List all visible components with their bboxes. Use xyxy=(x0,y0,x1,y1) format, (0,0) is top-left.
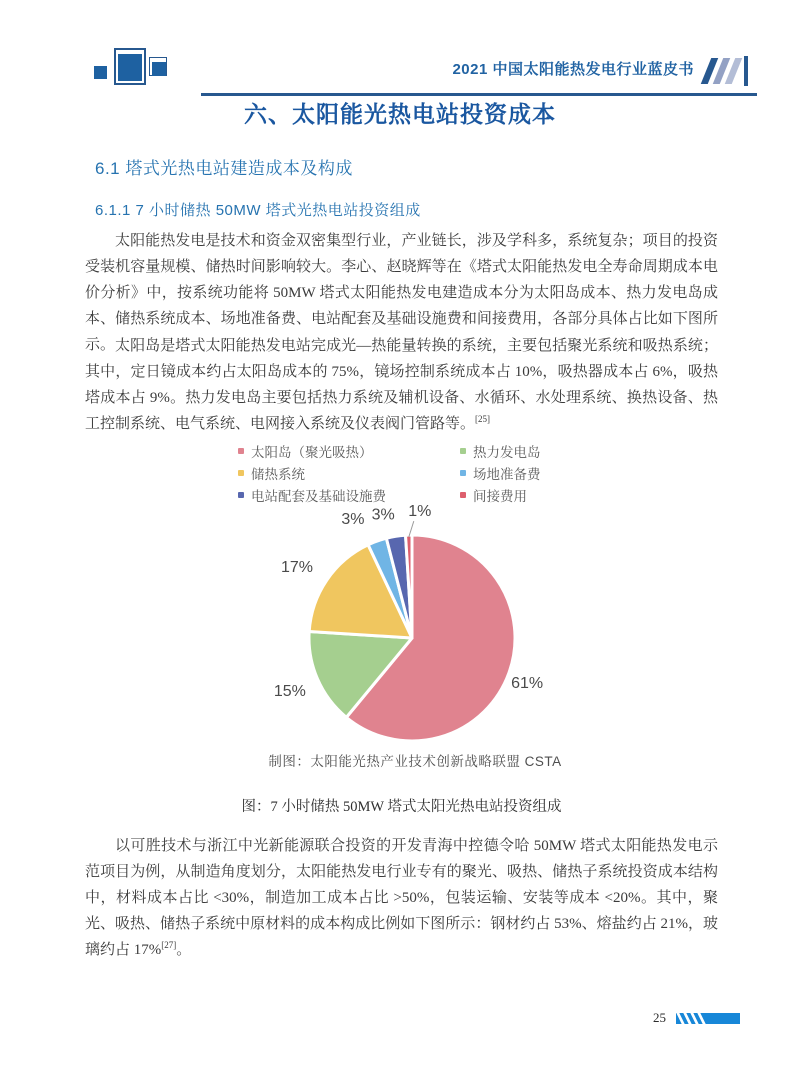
logo-small-right-square xyxy=(152,62,166,76)
paragraph-2 xyxy=(85,333,718,437)
legend-label: 电站配套及基础设施费 xyxy=(251,489,386,504)
header-slashes-icon xyxy=(704,56,754,88)
pie-chart xyxy=(212,495,612,785)
pie-slice-label: 17% xyxy=(280,559,314,577)
paragraph-2-text: 太阳岛是塔式太阳能热发电站完成光—热能量转换的系统，主要包括聚光系统和吸热系统；其中，定日镜成本约占太阳岛成本的 75%，镜场控制系统成本占 10%，吸热器成本占 6%，吸热塔成本占 9%。热力发电岛主要包括热力系统及辅机设备、水循环、水处理系统、换热设备、热工控制系统、电气系统、电网接入系统及仪表阀门管路等。 xyxy=(85,338,718,432)
pie-slice-label: 3% xyxy=(341,510,365,528)
legend-item xyxy=(460,465,658,481)
page-number: 25 xyxy=(653,1010,666,1025)
legend-bullet xyxy=(460,448,466,454)
legend-label: 场地准备费 xyxy=(473,467,541,482)
paragraph-3-tail: 。 xyxy=(176,942,192,958)
figure-caption: 图：7 小时储热 50MW 塔式太阳光热电站投资组成 xyxy=(241,799,562,815)
page-title: 六、太阳能光热电站投资成本 xyxy=(244,101,556,127)
legend-label: 间接费用 xyxy=(473,489,527,504)
legend-label: 储热系统 xyxy=(251,467,305,482)
pie-slice-label: 15% xyxy=(273,682,306,700)
logo-large-square xyxy=(118,54,142,81)
footer-bar xyxy=(676,1013,740,1024)
citation-ref-27: [27] xyxy=(161,940,177,950)
legend-bullet xyxy=(460,470,466,476)
legend-item xyxy=(238,443,460,459)
legend-label: 太阳岛（聚光吸热） xyxy=(251,445,373,460)
legend-item xyxy=(238,465,460,481)
paragraph-1-text: 太阳能热发电是技术和资金双密集型行业，产业链长，涉及学科多，系统复杂；项目的投资受装机容量规模、储热时间影响较大。李心、赵晓辉等在《塔式太阳能热发电全寿命周期成本电价分析》中，按系统功能将 50MW 塔式太阳能热发电建造成本分为太阳岛成本、热力发电岛成本、储热系统成本、场地准备费、电站配套及基础设施费和间接费用，各部分具体占比如下图所示。 xyxy=(85,233,718,353)
paragraph-3 xyxy=(85,833,718,963)
booklet-title: 2021 中国太阳能热发电行业蓝皮书 xyxy=(452,61,694,78)
legend-item xyxy=(460,443,658,459)
section-heading-6-1: 6.1 塔式光热电站建造成本及构成 xyxy=(95,159,353,178)
pie-chart-svg xyxy=(212,495,612,785)
pie-slice-label: 61% xyxy=(511,675,544,693)
section-heading-6-1-1: 6.1.1 7 小时储热 50MW 塔式光热电站投资组成 xyxy=(95,202,421,219)
legend-label: 热力发电岛 xyxy=(473,445,541,460)
logo-small-left-square xyxy=(94,66,107,79)
pie-slice-label: 3% xyxy=(371,506,395,524)
pie-legend xyxy=(238,443,658,503)
chart-source-line: 制图：太阳能光热产业技术创新战略联盟 CSTA xyxy=(268,754,562,769)
citation-ref-25: [25] xyxy=(475,414,491,424)
slash-end-bar xyxy=(744,56,748,86)
legend-bullet xyxy=(238,470,244,476)
paragraph-3-text: 以可胜技术与浙江中光新能源联合投资的开发青海中控德令哈 50MW 塔式太阳能热发电示范项目为例，从制造角度划分，太阳能热发电行业专有的聚光、吸热、储热子系统投资成本结构中，材料成本占比 <30%，制造加工成本占比 >50%，包装运输、安装等成本 <20%。其中，聚光、吸热、储热子系统中原材料的成本构成比例如下图所示：钢材约占 53%、熔盐约占 21%，玻璃约占 17% xyxy=(85,838,718,958)
legend-bullet xyxy=(238,448,244,454)
pie-slice-label: 1% xyxy=(408,503,432,521)
